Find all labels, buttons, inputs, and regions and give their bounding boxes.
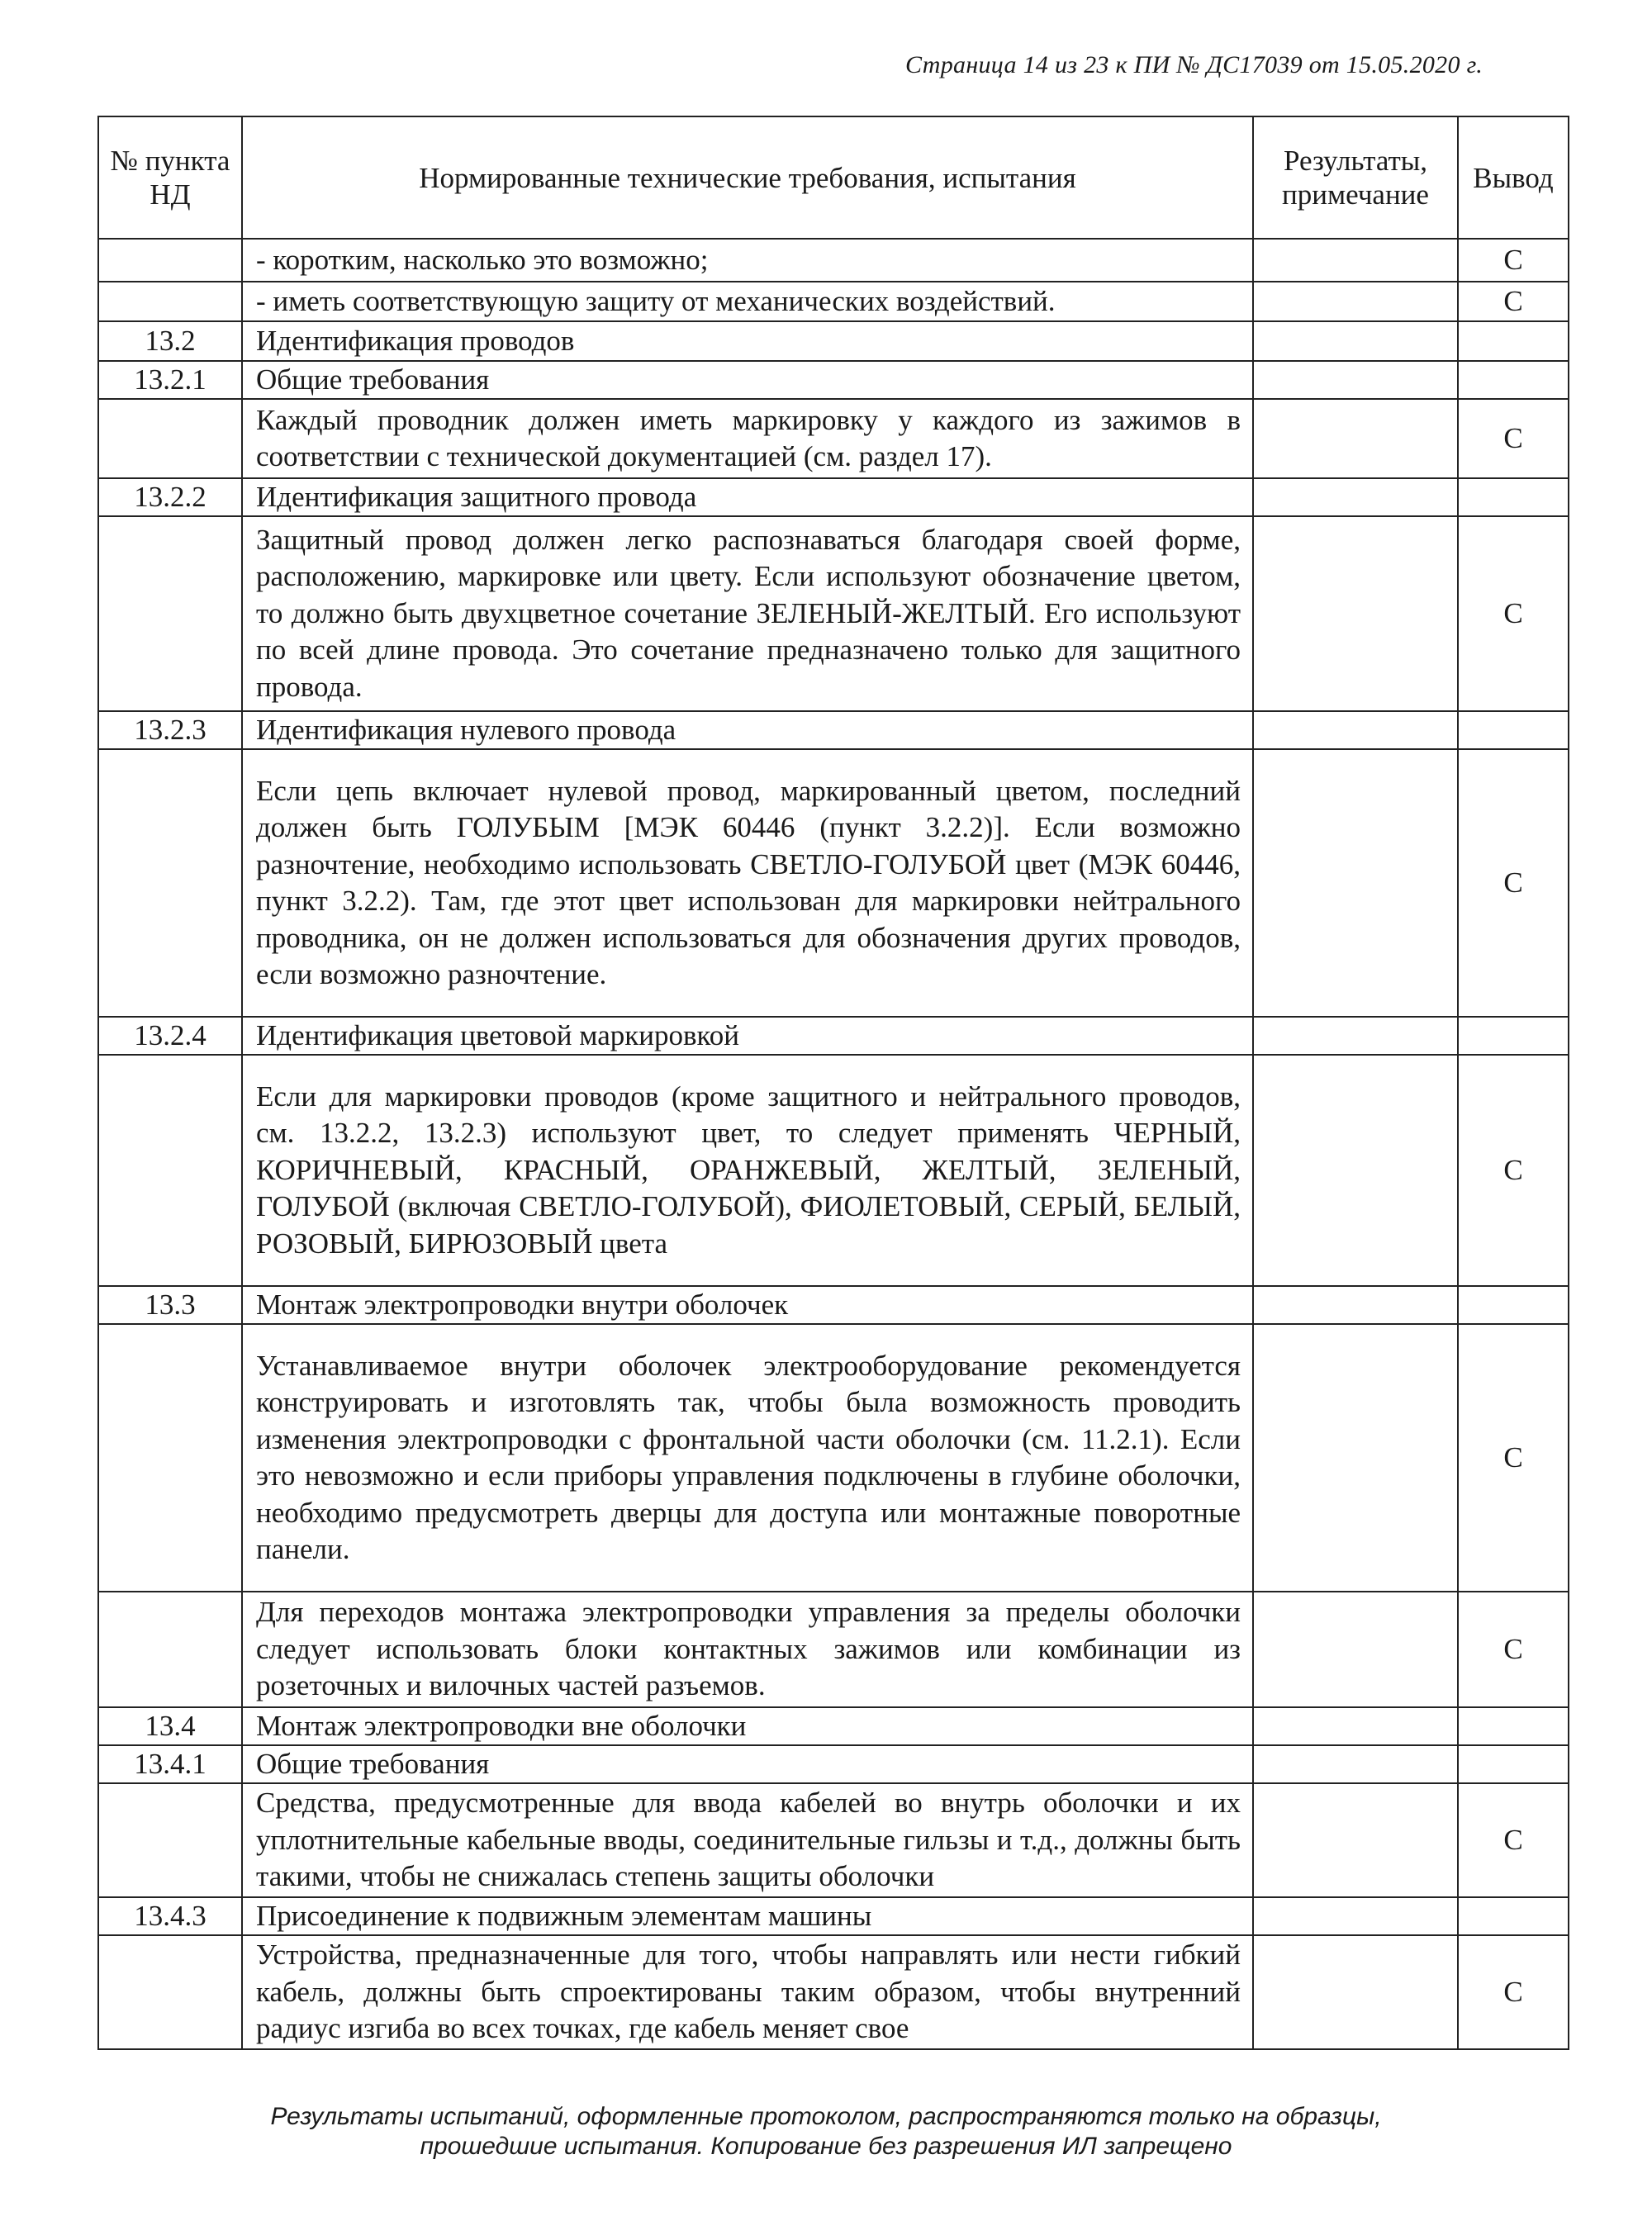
- row-num: 13.2: [98, 321, 242, 361]
- row-num: [98, 1935, 242, 2049]
- row-text: Идентификация проводов: [242, 321, 1253, 361]
- row-verdict: [1458, 478, 1569, 516]
- table-row: [98, 1324, 1569, 1592]
- table-row: [98, 361, 1569, 399]
- row-text: Общие требования: [242, 361, 1253, 399]
- row-verdict: [1458, 1707, 1569, 1745]
- page-header: Страница 14 из 23 к ПИ № ДС17039 от 15.05.2020 г.: [905, 51, 1483, 78]
- row-text: Защитный провод должен легко распознаваться благодаря своей форме, расположению, маркировке или цвету. Если используют обозначение цветом, то должно быть двухцветное сочетание ЗЕЛЕНЫЙ-ЖЕЛТЫЙ. Его используют по всей длине провода. Это сочетание предназначено только для защитного провода.: [242, 516, 1253, 711]
- row-num: [98, 1055, 242, 1286]
- row-verdict: С: [1458, 1935, 1569, 2049]
- row-text: Если для маркировки проводов (кроме защитного и нейтрального проводов, см. 13.2.2, 13.2.3) используют цвет, то следует применять ЧЕРНЫЙ, КОРИЧНЕВЫЙ, КРАСНЫЙ, ОРАНЖЕВЫЙ, ЖЕЛТЫЙ, ЗЕЛЕНЫЙ, ГОЛУБОЙ (включая СВЕТЛО-ГОЛУБОЙ), ФИОЛЕТОВЫЙ, СЕРЫЙ, БЕЛЫЙ, РОЗОВЫЙ, БИРЮЗОВЫЙ цвета: [242, 1055, 1253, 1286]
- row-num: 13.2.4: [98, 1017, 242, 1055]
- row-num: [98, 1324, 242, 1592]
- row-result: [1253, 282, 1458, 321]
- row-result: [1253, 1745, 1458, 1783]
- row-result: [1253, 399, 1458, 478]
- table-row: [98, 749, 1569, 1017]
- row-verdict: С: [1458, 1055, 1569, 1286]
- row-num: [98, 1592, 242, 1707]
- table-row: [98, 1783, 1569, 1897]
- row-num: 13.3: [98, 1286, 242, 1324]
- table-row: [98, 399, 1569, 478]
- table-row: [98, 1935, 1569, 2049]
- row-verdict: С: [1458, 282, 1569, 321]
- table-row: [98, 1897, 1569, 1935]
- row-result: [1253, 1017, 1458, 1055]
- row-num: [98, 1783, 242, 1897]
- row-text: Идентификация нулевого провода: [242, 711, 1253, 749]
- row-verdict: С: [1458, 239, 1569, 282]
- row-num: [98, 749, 242, 1017]
- row-text: - коротким, насколько это возможно;: [242, 239, 1253, 282]
- row-text: Устройства, предназначенные для того, чтобы направлять или нести гибкий кабель, должны быть спроектированы таким образом, чтобы внутренний радиус изгиба во всех точках, где кабель меняет свое: [242, 1935, 1253, 2049]
- row-result: [1253, 1935, 1458, 2049]
- row-result: [1253, 1707, 1458, 1745]
- row-result: [1253, 1897, 1458, 1935]
- col-header-verdict: Вывод: [1458, 116, 1569, 239]
- row-verdict: [1458, 711, 1569, 749]
- row-text: Монтаж электропроводки вне оболочки: [242, 1707, 1253, 1745]
- table-row: [98, 516, 1569, 711]
- requirements-table: [97, 116, 1569, 2050]
- row-num: [98, 239, 242, 282]
- row-verdict: С: [1458, 1592, 1569, 1707]
- row-result: [1253, 239, 1458, 282]
- row-result: [1253, 749, 1458, 1017]
- row-verdict: [1458, 1017, 1569, 1055]
- row-text: Монтаж электропроводки внутри оболочек: [242, 1286, 1253, 1324]
- table-row: [98, 1745, 1569, 1783]
- footer-line-1: Результаты испытаний, оформленные протоколом, распространяются только на образцы,: [270, 2103, 1382, 2130]
- row-verdict: С: [1458, 399, 1569, 478]
- footer-disclaimer: [0, 2102, 1652, 2162]
- row-result: [1253, 1592, 1458, 1707]
- row-text: Устанавливаемое внутри оболочек электрооборудование рекомендуется конструировать и изготовлять так, чтобы была возможность проводить изменения электропроводки с фронтальной части оболочки (см. 11.2.1). Если это невозможно и если приборы управления подключены в глубине оболочки, необходимо предусмотреть дверцы для доступа или монтажные поворотные панели.: [242, 1324, 1253, 1592]
- table-row: [98, 1017, 1569, 1055]
- table-row: [98, 478, 1569, 516]
- row-text: Если цепь включает нулевой провод, маркированный цветом, последний должен быть ГОЛУБЫМ [МЭК 60446 (пункт 3.2.2)]. Если возможно разночтение, необходимо использовать СВЕТЛО-ГОЛУБОЙ цвет (МЭК 60446, пункт 3.2.2). Там, где этот цвет использован для маркировки нейтрального проводника, он не должен использоваться для обозначения других проводов, если возможно разночтение.: [242, 749, 1253, 1017]
- row-text: Присоединение к подвижным элементам машины: [242, 1897, 1253, 1935]
- row-result: [1253, 1783, 1458, 1897]
- row-num: [98, 399, 242, 478]
- row-text: Каждый проводник должен иметь маркировку у каждого из зажимов в соответствии с технической документацией (см. раздел 17).: [242, 399, 1253, 478]
- row-num: 13.4.3: [98, 1897, 242, 1935]
- row-num: [98, 516, 242, 711]
- row-verdict: С: [1458, 749, 1569, 1017]
- table-row: [98, 1707, 1569, 1745]
- row-verdict: [1458, 361, 1569, 399]
- row-num: 13.2.1: [98, 361, 242, 399]
- table-row: [98, 1055, 1569, 1286]
- footer-line-2: прошедшие испытания. Копирование без разрешения ИЛ запрещено: [420, 2133, 1232, 2160]
- row-verdict: [1458, 1897, 1569, 1935]
- row-result: [1253, 478, 1458, 516]
- table-row: [98, 1592, 1569, 1707]
- row-num: [98, 282, 242, 321]
- row-verdict: С: [1458, 1324, 1569, 1592]
- table-header-row: [98, 116, 1569, 239]
- row-verdict: С: [1458, 1783, 1569, 1897]
- row-result: [1253, 361, 1458, 399]
- row-result: [1253, 1055, 1458, 1286]
- row-num: 13.4.1: [98, 1745, 242, 1783]
- table-row: [98, 1286, 1569, 1324]
- row-verdict: [1458, 1286, 1569, 1324]
- col-header-results: Результаты, примечание: [1253, 116, 1458, 239]
- row-num: 13.4: [98, 1707, 242, 1745]
- row-result: [1253, 711, 1458, 749]
- table-row: [98, 711, 1569, 749]
- row-text: Идентификация защитного провода: [242, 478, 1253, 516]
- row-result: [1253, 1286, 1458, 1324]
- table-row: [98, 282, 1569, 321]
- row-num: 13.2.3: [98, 711, 242, 749]
- row-result: [1253, 1324, 1458, 1592]
- row-text: Общие требования: [242, 1745, 1253, 1783]
- row-verdict: [1458, 1745, 1569, 1783]
- row-result: [1253, 321, 1458, 361]
- table-row: [98, 239, 1569, 282]
- row-verdict: [1458, 321, 1569, 361]
- row-text: Идентификация цветовой маркировкой: [242, 1017, 1253, 1055]
- col-header-num: № пункта НД: [98, 116, 242, 239]
- row-text: - иметь соответствующую защиту от механических воздействий.: [242, 282, 1253, 321]
- row-verdict: С: [1458, 516, 1569, 711]
- row-result: [1253, 516, 1458, 711]
- table-row: [98, 321, 1569, 361]
- row-text: Средства, предусмотренные для ввода кабелей во внутрь оболочки и их уплотнительные кабельные вводы, соединительные гильзы и т.д., должны быть такими, чтобы не снижалась степень защиты оболочки: [242, 1783, 1253, 1897]
- col-header-requirements: Нормированные технические требования, испытания: [242, 116, 1253, 239]
- row-text: Для переходов монтажа электропроводки управления за пределы оболочки следует использовать блоки контактных зажимов или комбинации из розеточных и вилочных частей разъемов.: [242, 1592, 1253, 1707]
- row-num: 13.2.2: [98, 478, 242, 516]
